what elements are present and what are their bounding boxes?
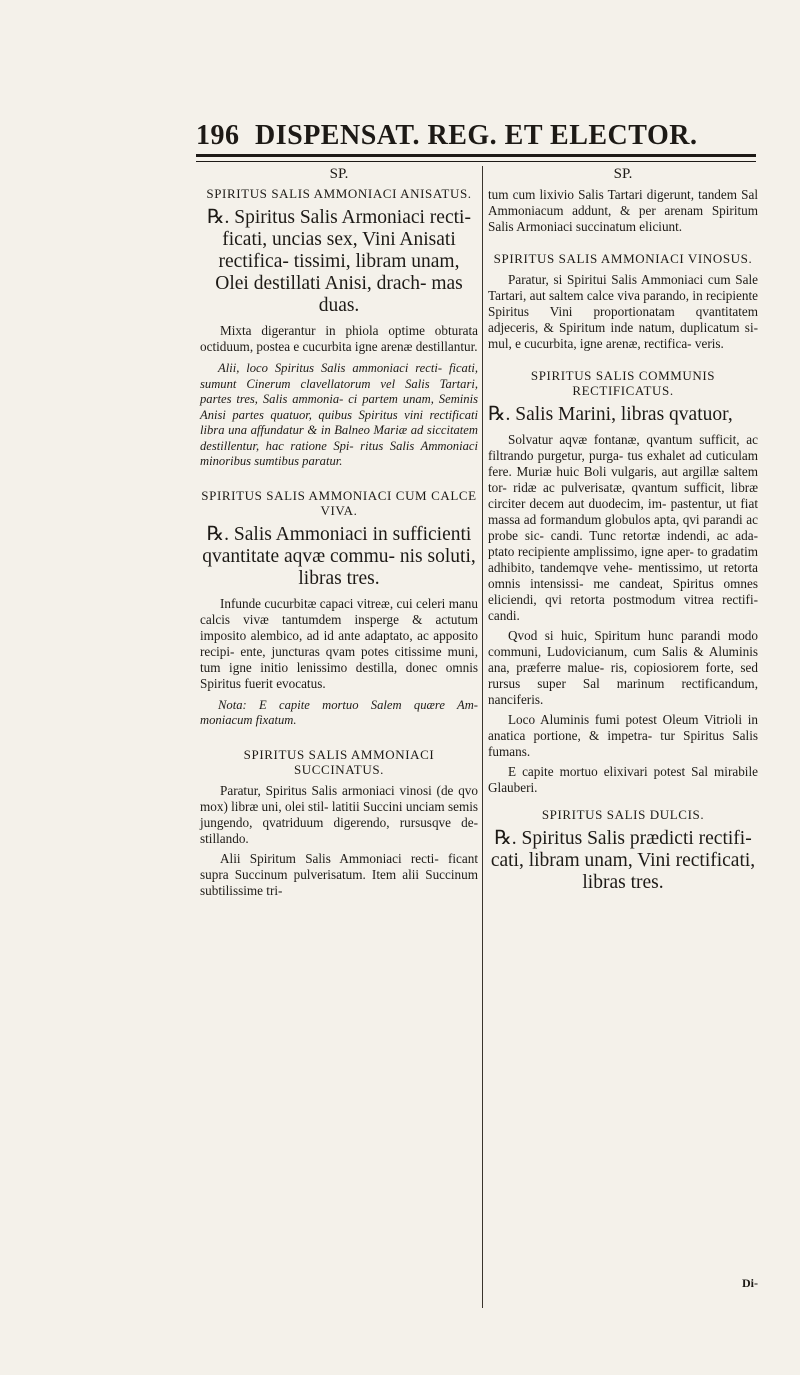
recipe-text: Alii Spiritum Salis Ammoniaci recti- ficant supra Succinum pulverisatum. Item alii Succinum subtilissime tri- (200, 850, 478, 898)
page-number: 196 (196, 120, 240, 151)
section-title: SPIRITUS SALIS DULCIS. (541, 807, 705, 822)
running-header (196, 120, 756, 157)
recipe-text: Loco Aluminis fumi potest Oleum Vitrioli in anatica portione, & impetra- tur Spiritus Salis fumans. (488, 712, 758, 759)
recipe-text: Infunde cucurbitæ capaci vitreæ, cui celeri manu calcis vivæ tantumdem insperge & actutum imposito alembico, ad id ante adaptato, ac apposito recipi- ente, juncturas qvam potes citissime muni, tum igne initio lenissimo destilla, donec omnis Spiritus fuerit evocatus. (200, 595, 478, 691)
section-title: SPIRITUS SALIS AMMONIACI VINOSUS. (493, 251, 753, 266)
catchword: Di- (742, 1276, 758, 1290)
left-column (200, 166, 478, 903)
right-column (488, 166, 758, 900)
header-rule (196, 161, 756, 162)
column-heading: SP. (613, 166, 633, 182)
recipe-text: Solvatur aqvæ fontanæ, qvantum sufficit, ac filtrando purgetur, purga- tus exhalet ad cuticulam fere. Muriæ huic Boli vulgaris, aut argillæ saltem tor- ridæ ac pulverisatæ, qvantum sufficit, libræ circiter decem aut duodecim, im- pastentur, ut fiat massa ad formandum globulos apta, qvi parandi ac probe sic- candi. Tunc retortæ indendi, ac ada- ptato recipiente amplissimo, igne aper- to gradatim adhibito, tandemqve vehe- mentissimo, ut retorta omnis intensissi- me candeat, Spiritus omnes eliciendi, qvi retorta postmodum vitrea rectifi- candi. (488, 432, 758, 623)
recipe-note: Alii, loco Spiritus Salis ammoniaci recti- ficati, sumunt Cinerum clavellatorum vel Salis Tartari, partes tres, Salis ammonia- ci partem unam, Seminis Anisi partes quatuor, quibus Spiritus vini rectificati libra una affundatur & in Balneo Mariæ ad siccitatem destillentur, hac ratione Spi- ritus Salis Ammoniaci minoribus sumtibus paratur. (200, 361, 478, 468)
section-title: SPIRITUS SALIS AMMONIACI CUM CALCE VIVA. (201, 487, 477, 518)
recipe-text: tum cum lixivio Salis Tartari digerunt, tandem Sal Ammoniacum addunt, & per arenam Spiritum Salis Armoniaci succinatum eliciunt. (488, 187, 758, 234)
column-divider (482, 166, 483, 1308)
recipe-text: Mixta digerantur in phiola optime obturata octiduum, postea e cucurbita igne arenæ destillantur. (200, 323, 478, 354)
recipe-ingredients: ℞. Salis Ammoniaci in sufficienti qvantitate aqvæ commu- nis soluti, libras tres. (202, 523, 476, 589)
recipe-ingredients: ℞. Salis Marini, libras qvatuor, (488, 404, 733, 425)
recipe-ingredients: ℞. Spiritus Salis prædicti rectifi- cati, libram unam, Vini rectificati, libras tres. (490, 828, 756, 893)
section-title: SPIRITUS SALIS AMMONIACI ANISATUS. (206, 186, 472, 201)
section-title: SPIRITUS SALIS AMMONIACI SUCCINATUS. (243, 746, 435, 777)
running-title: DISPENSAT. REG. ET ELECTOR. (255, 120, 698, 151)
column-heading: SP. (329, 166, 349, 182)
section-title: SPIRITUS SALIS COMMUNIS RECTIFICATUS. (530, 368, 716, 398)
recipe-ingredients: ℞. Spiritus Salis Armoniaci recti- ficati, uncias sex, Vini Anisati rectifica- tissimi, libram unam, Olei destillati Anisi, drach- mas duas. (207, 207, 471, 316)
recipe-text: Paratur, si Spiritui Salis Ammoniaci cum Sale Tartari, aut saltem calce viva parando, in recipiente Spiritus Vini proportionatam qvantitatem adjeceris, & Spiritum inde natum, duplicatum si- mul, e cucurbita, igne arenæ, rectifica- veris. (488, 272, 758, 351)
recipe-text: Paratur, Spiritus Salis armoniaci vinosi (de qvo mox) libræ uni, olei stil- latitii Succini unciam semis jungendo, qvatriduum digerendo, rursusqve de- stillando. (200, 782, 479, 846)
recipe-text: E capite mortuo elixivari potest Sal mirabile Glauberi. (488, 764, 758, 795)
recipe-text: Qvod si huic, Spiritum hunc parandi modo communi, Ludovicianum, cum Salis & Aluminis ana, præferre malue- ris, copiosiorem forte, sed rursus super Sal marinum rectificandum, nanciferis. (488, 628, 758, 707)
recipe-note: Nota: E capite mortuo Salem quære Am- moniacum fixatum. (200, 697, 478, 727)
